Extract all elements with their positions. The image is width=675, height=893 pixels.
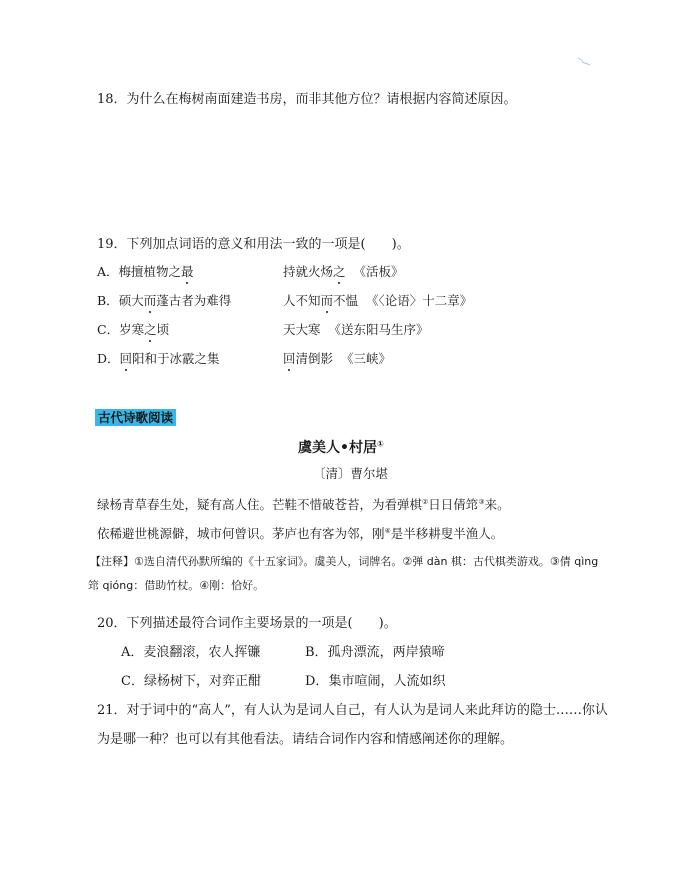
dotted-word: 而 [320,293,334,308]
dotted-word: 回 [283,351,296,366]
question-19 [97,233,410,252]
source: 《送东阳马生序》 [328,322,429,337]
dotted-word: 回 [119,351,133,366]
question-text: 下列描述最符合词作主要场景的一项是( )。 [126,616,397,631]
question-number: 19． [97,237,127,252]
option-d-left: D．回阳和于冰霰之集 [97,351,220,366]
question-18 [97,88,517,107]
option-d: D．集市喧闹，人流如织 [305,674,446,689]
option-c-right: 天大寒 《送东阳马生序》 [283,322,429,337]
question-text: 对于词中的“高人”，有人认为是词人自己，有人认为是词人来此拜访的隐士……你认 [126,703,608,718]
question-number: 21． [97,703,127,718]
poem-title: 虞美人•村居① [298,439,384,456]
poem-line-1: 绿杨青草春生处，疑有高人住。芒鞋不惜破苍苔，为看弹棋②日日倩筇③来。 [97,497,510,512]
question-20 [97,612,397,631]
source: 《活板》 [353,264,404,279]
annotation-line-1: 【注释】①选自清代孙默所编的《十五家词》。虞美人，词牌名。②弹 dàn 棋：古代棋类游戏。③倩 qìng [90,555,599,568]
poem-author: 〔清〕曹尔堪 [313,466,389,481]
dotted-word: 最 [181,264,194,279]
option-b-left: B．硕大而蓬古者为难得 [97,293,232,308]
pencil-mark-icon [577,57,591,66]
section-heading [95,407,176,426]
question-number: 18． [97,92,127,107]
question-text-cont: 为是哪一种？也可以有其他看法。请结合词作内容和情感阐述你的理解。 [97,732,514,747]
option-d-right: 回清倒影 《三峡》 [283,351,391,366]
source: 《〈论语〉十二章》 [366,293,473,308]
annotation-line-2: 筇 qióng：借助竹杖。④刚：恰好。 [88,579,265,592]
dotted-word: 之 [144,322,157,337]
poem-line-2: 依稀避世桃源僻，城市何曾识。茅庐也有客为邻，刚④是半移耕叟半渔人。 [97,526,504,541]
option-b: B．孤舟漂流，两岸猿啼 [305,645,445,660]
option-b-right: 人不知而不愠 《〈论语〉十二章》 [283,293,473,308]
question-number: 20． [97,616,127,631]
question-21-line-2 [97,728,513,747]
option-c-left: C．岁寒之顷 [97,322,170,337]
source: 《三峡》 [340,351,391,366]
dotted-word: 之 [333,264,346,279]
question-text: 下列加点词语的意义和用法一致的一项是( )。 [126,237,410,252]
option-a-left: A．梅擅植物之最 [97,264,194,279]
option-a-right: 持就火炀之 《活板》 [283,264,404,279]
question-21-line-1 [97,699,608,718]
option-c: C．绿杨树下，对弈正酣 [121,674,261,689]
dotted-word: 而 [143,293,157,308]
option-a: A．麦浪翻滚，农人挥镰 [121,645,261,660]
section-tag: 古代诗歌阅读 [95,409,176,426]
question-text: 为什么在梅树南面建造书房，而非其他方位？请根据内容简述原因。 [126,92,517,107]
